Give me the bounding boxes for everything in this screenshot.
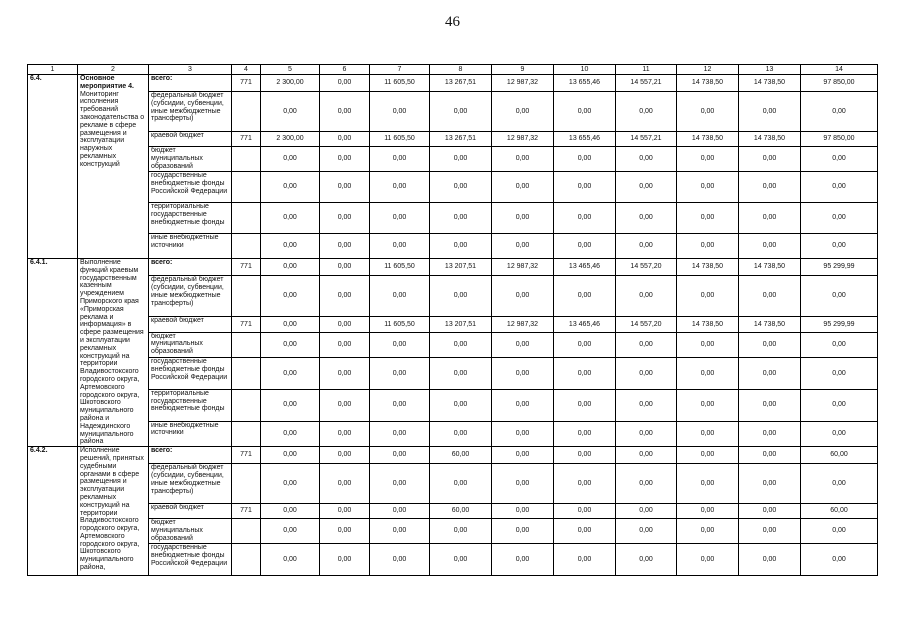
- amount-cell: 0,00: [677, 358, 739, 390]
- amount-cell: 0,00: [801, 389, 878, 421]
- amount-cell: 0,00: [261, 92, 320, 132]
- amount-cell: 0,00: [801, 172, 878, 203]
- amount-cell: 0,00: [554, 203, 616, 234]
- amount-cell: 0,00: [261, 203, 320, 234]
- amount-cell: 0,00: [739, 234, 801, 259]
- amount-cell: 0,00: [616, 447, 677, 464]
- grbs-code-cell: 771: [232, 132, 261, 147]
- funding-source: территориальные государственные внебюджетные фонды: [149, 389, 232, 421]
- section-code: 6.4.1.: [28, 259, 78, 447]
- amount-cell: 0,00: [370, 358, 430, 390]
- amount-cell: 0,00: [554, 544, 616, 576]
- column-number-row: [28, 65, 878, 75]
- funding-source: государственные внебюджетные фонды Российской Федерации: [149, 358, 232, 390]
- amount-cell: 14 738,50: [677, 317, 739, 332]
- amount-cell: 0,00: [616, 147, 677, 172]
- amount-cell: 14 738,50: [677, 75, 739, 92]
- budget-table: [27, 64, 878, 576]
- amount-cell: 95 299,99: [801, 259, 878, 276]
- amount-cell: 0,00: [430, 519, 492, 544]
- amount-cell: 14 738,50: [739, 132, 801, 147]
- grbs-code-cell: 771: [232, 447, 261, 464]
- funding-source: всего:: [149, 259, 232, 276]
- amount-cell: 0,00: [320, 332, 370, 358]
- table-row: [28, 92, 878, 132]
- amount-cell: 0,00: [370, 421, 430, 447]
- amount-cell: 0,00: [320, 421, 370, 447]
- amount-cell: 0,00: [677, 464, 739, 504]
- column-number: 13: [739, 65, 801, 75]
- section-name: Выполнение функций краевым государственным казенным учреждением Приморского края «Приморская реклама и информация» в сфере размещения и эксплуатации рекламных конструкций на территории Владивостокского городского округа, Артемовского городского округа, Шкотовского муниципального района и Надеждинского муниципального района: [80, 259, 144, 446]
- amount-cell: 0,00: [370, 147, 430, 172]
- amount-cell: 0,00: [616, 203, 677, 234]
- amount-cell: 0,00: [801, 276, 878, 317]
- amount-cell: 0,00: [320, 234, 370, 259]
- amount-cell: 0,00: [616, 464, 677, 504]
- amount-cell: 60,00: [430, 447, 492, 464]
- column-number: 14: [801, 65, 878, 75]
- amount-cell: 0,00: [261, 234, 320, 259]
- amount-cell: 0,00: [554, 464, 616, 504]
- amount-cell: 0,00: [320, 203, 370, 234]
- amount-cell: 0,00: [677, 519, 739, 544]
- amount-cell: 0,00: [492, 447, 554, 464]
- amount-cell: 0,00: [554, 358, 616, 390]
- amount-cell: 0,00: [492, 147, 554, 172]
- amount-cell: 0,00: [370, 234, 430, 259]
- section-name-cell: [78, 447, 149, 576]
- amount-cell: 0,00: [261, 358, 320, 390]
- amount-cell: 0,00: [430, 203, 492, 234]
- amount-cell: 0,00: [739, 203, 801, 234]
- amount-cell: 0,00: [677, 92, 739, 132]
- amount-cell: 0,00: [492, 544, 554, 576]
- amount-cell: 0,00: [677, 147, 739, 172]
- amount-cell: 11 605,50: [370, 132, 430, 147]
- funding-source: территориальные государственные внебюджетные фонды: [149, 203, 232, 234]
- amount-cell: 0,00: [370, 203, 430, 234]
- amount-cell: 0,00: [320, 132, 370, 147]
- amount-cell: 0,00: [616, 332, 677, 358]
- amount-cell: 0,00: [554, 332, 616, 358]
- amount-cell: 0,00: [370, 332, 430, 358]
- amount-cell: 0,00: [261, 147, 320, 172]
- grbs-code-cell: [232, 389, 261, 421]
- amount-cell: 0,00: [430, 147, 492, 172]
- grbs-code-cell: [232, 172, 261, 203]
- amount-cell: 14 557,21: [616, 132, 677, 147]
- table-row: [28, 276, 878, 317]
- amount-cell: 0,00: [492, 332, 554, 358]
- amount-cell: 13 207,51: [430, 259, 492, 276]
- amount-cell: 0,00: [677, 276, 739, 317]
- amount-cell: 0,00: [261, 259, 320, 276]
- section-name: Мониторинг исполнения требований законодательства о рекламе в сфере размещения и эксплуатации наружных рекламных конструкций: [80, 90, 145, 168]
- section-title: Основное мероприятие 4.: [80, 75, 134, 90]
- amount-cell: 0,00: [261, 276, 320, 317]
- amount-cell: 60,00: [430, 504, 492, 519]
- column-number: 11: [616, 65, 677, 75]
- funding-source: федеральный бюджет (субсидии, субвенции, иные межбюджетные трансферты): [149, 276, 232, 317]
- amount-cell: 13 465,46: [554, 317, 616, 332]
- amount-cell: 0,00: [370, 389, 430, 421]
- table-row: [28, 464, 878, 504]
- amount-cell: 0,00: [370, 464, 430, 504]
- amount-cell: 0,00: [320, 544, 370, 576]
- amount-cell: 0,00: [739, 389, 801, 421]
- amount-cell: 0,00: [801, 203, 878, 234]
- amount-cell: 0,00: [677, 203, 739, 234]
- table-row: [28, 132, 878, 147]
- amount-cell: 0,00: [554, 447, 616, 464]
- amount-cell: 0,00: [801, 358, 878, 390]
- amount-cell: 0,00: [430, 172, 492, 203]
- amount-cell: 0,00: [677, 504, 739, 519]
- amount-cell: 0,00: [261, 544, 320, 576]
- amount-cell: 0,00: [739, 276, 801, 317]
- amount-cell: 0,00: [261, 389, 320, 421]
- funding-source: государственные внебюджетные фонды Российской Федерации: [149, 172, 232, 203]
- column-number: 7: [370, 65, 430, 75]
- amount-cell: 95 299,99: [801, 317, 878, 332]
- amount-cell: 97 850,00: [801, 75, 878, 92]
- amount-cell: 0,00: [261, 332, 320, 358]
- amount-cell: 0,00: [320, 276, 370, 317]
- amount-cell: 0,00: [554, 519, 616, 544]
- amount-cell: 14 738,50: [739, 259, 801, 276]
- table-row: [28, 203, 878, 234]
- grbs-code-cell: [232, 332, 261, 358]
- amount-cell: 0,00: [554, 172, 616, 203]
- amount-cell: 0,00: [801, 234, 878, 259]
- amount-cell: 14 738,50: [677, 259, 739, 276]
- amount-cell: 0,00: [616, 358, 677, 390]
- amount-cell: 0,00: [320, 172, 370, 203]
- amount-cell: 0,00: [616, 92, 677, 132]
- amount-cell: 0,00: [554, 276, 616, 317]
- amount-cell: 60,00: [801, 504, 878, 519]
- amount-cell: 0,00: [370, 92, 430, 132]
- amount-cell: 0,00: [677, 234, 739, 259]
- amount-cell: 0,00: [430, 389, 492, 421]
- section-name-cell: [78, 75, 149, 259]
- table-row: [28, 358, 878, 390]
- column-number: 8: [430, 65, 492, 75]
- amount-cell: 13 267,51: [430, 132, 492, 147]
- amount-cell: 0,00: [554, 504, 616, 519]
- amount-cell: 13 655,46: [554, 75, 616, 92]
- amount-cell: 0,00: [320, 75, 370, 92]
- grbs-code-cell: [232, 464, 261, 504]
- amount-cell: 0,00: [320, 389, 370, 421]
- amount-cell: 60,00: [801, 447, 878, 464]
- amount-cell: 13 267,51: [430, 75, 492, 92]
- amount-cell: 0,00: [801, 332, 878, 358]
- column-number: 6: [320, 65, 370, 75]
- funding-source: краевой бюджет: [149, 317, 232, 332]
- amount-cell: 0,00: [261, 447, 320, 464]
- amount-cell: 0,00: [430, 276, 492, 317]
- amount-cell: 0,00: [801, 544, 878, 576]
- section-code: 6.4.2.: [28, 447, 78, 576]
- table-row: [28, 504, 878, 519]
- amount-cell: 0,00: [554, 389, 616, 421]
- amount-cell: 0,00: [801, 464, 878, 504]
- column-number: 10: [554, 65, 616, 75]
- column-number: 12: [677, 65, 739, 75]
- amount-cell: 0,00: [492, 203, 554, 234]
- funding-source: всего:: [149, 447, 232, 464]
- amount-cell: 12 987,32: [492, 259, 554, 276]
- amount-cell: 0,00: [554, 147, 616, 172]
- column-number: 2: [78, 65, 149, 75]
- grbs-code-cell: 771: [232, 504, 261, 519]
- amount-cell: 0,00: [261, 504, 320, 519]
- grbs-code-cell: 771: [232, 75, 261, 92]
- amount-cell: 14 738,50: [677, 132, 739, 147]
- table-row: [28, 544, 878, 576]
- funding-source: государственные внебюджетные фонды Российской Федерации: [149, 544, 232, 576]
- column-number: 1: [28, 65, 78, 75]
- amount-cell: 0,00: [261, 421, 320, 447]
- amount-cell: 0,00: [320, 317, 370, 332]
- amount-cell: 14 557,20: [616, 317, 677, 332]
- amount-cell: 11 605,50: [370, 317, 430, 332]
- table-row: [28, 147, 878, 172]
- amount-cell: 0,00: [739, 519, 801, 544]
- amount-cell: 0,00: [370, 519, 430, 544]
- amount-cell: 12 987,32: [492, 75, 554, 92]
- amount-cell: 0,00: [616, 234, 677, 259]
- amount-cell: 0,00: [320, 519, 370, 544]
- table-row: [28, 421, 878, 447]
- funding-source: бюджет муниципальных образований: [149, 147, 232, 172]
- funding-source: иные внебюджетные источники: [149, 234, 232, 259]
- amount-cell: 14 738,50: [739, 317, 801, 332]
- amount-cell: 0,00: [739, 464, 801, 504]
- amount-cell: 0,00: [739, 447, 801, 464]
- amount-cell: 0,00: [616, 276, 677, 317]
- grbs-code-cell: [232, 203, 261, 234]
- amount-cell: 0,00: [370, 172, 430, 203]
- amount-cell: 0,00: [261, 519, 320, 544]
- amount-cell: 14 557,20: [616, 259, 677, 276]
- table-row: [28, 317, 878, 332]
- table-row: [28, 389, 878, 421]
- amount-cell: 13 207,51: [430, 317, 492, 332]
- amount-cell: 0,00: [430, 464, 492, 504]
- amount-cell: 0,00: [616, 389, 677, 421]
- grbs-code-cell: [232, 147, 261, 172]
- section-code: 6.4.: [28, 75, 78, 259]
- amount-cell: 0,00: [677, 544, 739, 576]
- amount-cell: 0,00: [739, 147, 801, 172]
- column-number: 9: [492, 65, 554, 75]
- grbs-code-cell: 771: [232, 259, 261, 276]
- amount-cell: 0,00: [492, 92, 554, 132]
- table-row: [28, 259, 878, 276]
- amount-cell: 0,00: [320, 259, 370, 276]
- amount-cell: 0,00: [616, 504, 677, 519]
- amount-cell: 13 655,46: [554, 132, 616, 147]
- funding-source: федеральный бюджет (субсидии, субвенции, иные межбюджетные трансферты): [149, 464, 232, 504]
- amount-cell: 0,00: [320, 92, 370, 132]
- grbs-code-cell: [232, 358, 261, 390]
- amount-cell: 0,00: [492, 358, 554, 390]
- amount-cell: 0,00: [320, 447, 370, 464]
- amount-cell: 0,00: [370, 504, 430, 519]
- amount-cell: 0,00: [677, 172, 739, 203]
- page-number: 46: [445, 14, 460, 30]
- amount-cell: 0,00: [554, 234, 616, 259]
- grbs-code-cell: [232, 421, 261, 447]
- amount-cell: 0,00: [492, 504, 554, 519]
- amount-cell: 0,00: [739, 92, 801, 132]
- amount-cell: 0,00: [261, 172, 320, 203]
- amount-cell: 0,00: [739, 544, 801, 576]
- amount-cell: 11 605,50: [370, 75, 430, 92]
- amount-cell: 0,00: [616, 172, 677, 203]
- amount-cell: 0,00: [370, 276, 430, 317]
- amount-cell: 14 557,21: [616, 75, 677, 92]
- amount-cell: 0,00: [320, 147, 370, 172]
- amount-cell: 0,00: [430, 358, 492, 390]
- funding-source: иные внебюджетные источники: [149, 421, 232, 447]
- amount-cell: 0,00: [801, 519, 878, 544]
- amount-cell: 11 605,50: [370, 259, 430, 276]
- funding-source: федеральный бюджет (субсидии, субвенции, иные межбюджетные трансферты): [149, 92, 232, 132]
- amount-cell: 0,00: [801, 147, 878, 172]
- amount-cell: 0,00: [430, 421, 492, 447]
- grbs-code-cell: [232, 92, 261, 132]
- amount-cell: 13 465,46: [554, 259, 616, 276]
- column-number: 5: [261, 65, 320, 75]
- funding-source: бюджет муниципальных образований: [149, 519, 232, 544]
- amount-cell: 0,00: [492, 234, 554, 259]
- column-number: 4: [232, 65, 261, 75]
- amount-cell: 2 300,00: [261, 75, 320, 92]
- table-row: [28, 234, 878, 259]
- amount-cell: 0,00: [739, 172, 801, 203]
- amount-cell: 0,00: [370, 544, 430, 576]
- table-row: [28, 172, 878, 203]
- amount-cell: 97 850,00: [801, 132, 878, 147]
- amount-cell: 12 987,32: [492, 317, 554, 332]
- amount-cell: 0,00: [492, 421, 554, 447]
- table-row: [28, 75, 878, 92]
- amount-cell: 0,00: [320, 358, 370, 390]
- table-row: [28, 332, 878, 358]
- grbs-code-cell: [232, 544, 261, 576]
- amount-cell: 0,00: [430, 234, 492, 259]
- amount-cell: 0,00: [739, 332, 801, 358]
- amount-cell: 0,00: [492, 464, 554, 504]
- amount-cell: 0,00: [801, 421, 878, 447]
- table-row: [28, 519, 878, 544]
- amount-cell: 0,00: [677, 447, 739, 464]
- grbs-code-cell: [232, 519, 261, 544]
- amount-cell: 0,00: [492, 172, 554, 203]
- section-name: Исполнение решений, принятых судебными органами в сфере размещения и эксплуатации рекламных конструкций на территории Владивостокского городского округа, Артемовского городского округа, Шкотовского муниципального района,: [80, 447, 144, 572]
- amount-cell: 0,00: [320, 464, 370, 504]
- amount-cell: 0,00: [492, 519, 554, 544]
- amount-cell: 0,00: [677, 421, 739, 447]
- amount-cell: 0,00: [739, 421, 801, 447]
- amount-cell: 0,00: [261, 317, 320, 332]
- column-number: 3: [149, 65, 232, 75]
- amount-cell: 0,00: [430, 544, 492, 576]
- amount-cell: 0,00: [492, 276, 554, 317]
- amount-cell: 0,00: [430, 92, 492, 132]
- grbs-code-cell: 771: [232, 317, 261, 332]
- amount-cell: 0,00: [320, 504, 370, 519]
- section-name-cell: [78, 259, 149, 447]
- amount-cell: 2 300,00: [261, 132, 320, 147]
- grbs-code-cell: [232, 276, 261, 317]
- amount-cell: 0,00: [616, 421, 677, 447]
- funding-source: всего:: [149, 75, 232, 92]
- amount-cell: 0,00: [554, 421, 616, 447]
- amount-cell: 0,00: [739, 504, 801, 519]
- amount-cell: 12 987,32: [492, 132, 554, 147]
- amount-cell: 0,00: [492, 389, 554, 421]
- grbs-code-cell: [232, 234, 261, 259]
- amount-cell: 0,00: [677, 389, 739, 421]
- amount-cell: 0,00: [261, 464, 320, 504]
- amount-cell: 0,00: [616, 544, 677, 576]
- amount-cell: 0,00: [616, 519, 677, 544]
- amount-cell: 0,00: [677, 332, 739, 358]
- table-row: [28, 447, 878, 464]
- funding-source: бюджет муниципальных образований: [149, 332, 232, 358]
- amount-cell: 0,00: [370, 447, 430, 464]
- funding-source: краевой бюджет: [149, 132, 232, 147]
- amount-cell: 0,00: [554, 92, 616, 132]
- amount-cell: 0,00: [739, 358, 801, 390]
- amount-cell: 14 738,50: [739, 75, 801, 92]
- funding-source: краевой бюджет: [149, 504, 232, 519]
- amount-cell: 0,00: [801, 92, 878, 132]
- amount-cell: 0,00: [430, 332, 492, 358]
